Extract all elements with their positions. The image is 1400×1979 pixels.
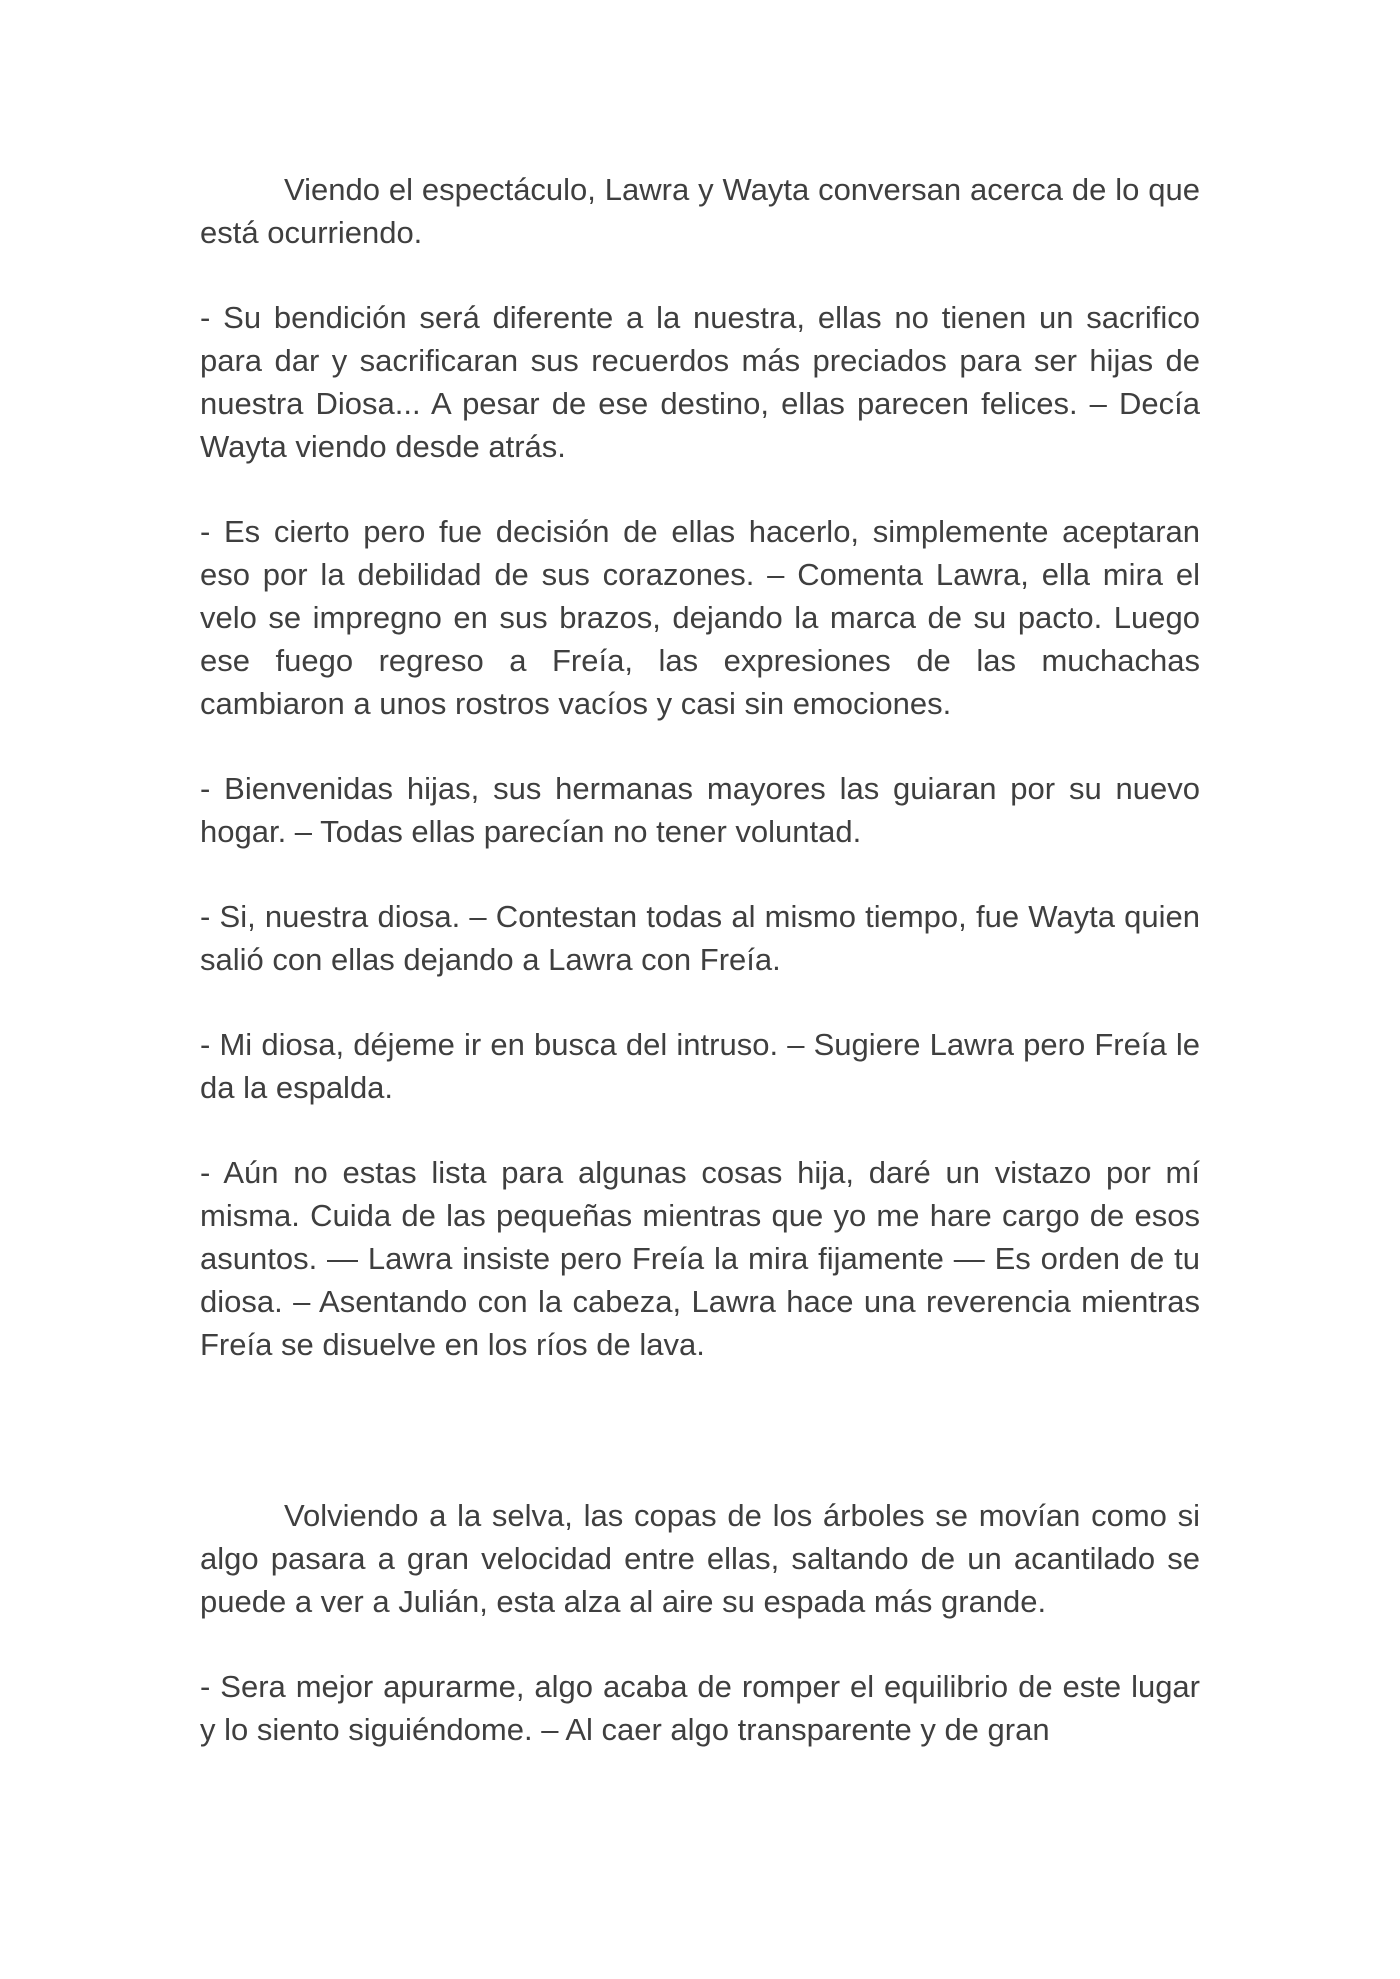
paragraph-scene-opening: Viendo el espectáculo, Lawra y Wayta conversan acerca de lo que está ocurriendo.	[200, 172, 1200, 250]
paragraph-julian-dialogue: - Sera mejor apurarme, algo acaba de romper el equilibrio de este lugar y lo siento siguiéndome. – Al caer algo transparente y de gran	[200, 1669, 1200, 1747]
scene-break	[200, 1408, 1200, 1494]
paragraph-girls-reply: - Si, nuestra diosa. – Contestan todas al mismo tiempo, fue Wayta quien salió con ellas dejando a Lawra con Freía.	[200, 899, 1200, 977]
paragraph-wayta-dialogue: - Su bendición será diferente a la nuestra, ellas no tienen un sacrifico para dar y sacrificaran sus recuerdos más preciados para ser hijas de nuestra Diosa... A pesar de ese destino, ellas parecen felices. – Decía Wayta viendo desde atrás.	[200, 300, 1200, 464]
paragraph-lawra-request: - Mi diosa, déjeme ir en busca del intruso. – Sugiere Lawra pero Freía le da la espalda.	[200, 1027, 1200, 1105]
text-body	[200, 168, 1200, 1793]
paragraph-freia-order: - Aún no estas lista para algunas cosas hija, daré un vistazo por mí misma. Cuida de las pequeñas mientras que yo me hare cargo de esos asuntos. — Lawra insiste pero Freía la mira fijamente — Es orden de tu diosa. – Asentando con la cabeza, Lawra hace una reverencia mientras Freía se disuelve en los ríos de lava.	[200, 1155, 1200, 1362]
paragraph-jungle-scene: Volviendo a la selva, las copas de los árboles se movían como si algo pasara a gran velocidad entre ellas, saltando de un acantilado se puede a ver a Julián, esta alza al aire su espada más grande.	[200, 1498, 1200, 1619]
paragraph-freia-welcome: - Bienvenidas hijas, sus hermanas mayores las guiaran por su nuevo hogar. – Todas ellas parecían no tener voluntad.	[200, 771, 1200, 849]
paragraph-lawra-dialogue: - Es cierto pero fue decisión de ellas hacerlo, simplemente aceptaran eso por la debilidad de sus corazones. – Comenta Lawra, ella mira el velo se impregno en sus brazos, dejando la marca de su pacto. Luego ese fuego regreso a Freía, las expresiones de las muchachas cambiaron a unos rostros vacíos y casi sin emociones.	[200, 514, 1200, 721]
